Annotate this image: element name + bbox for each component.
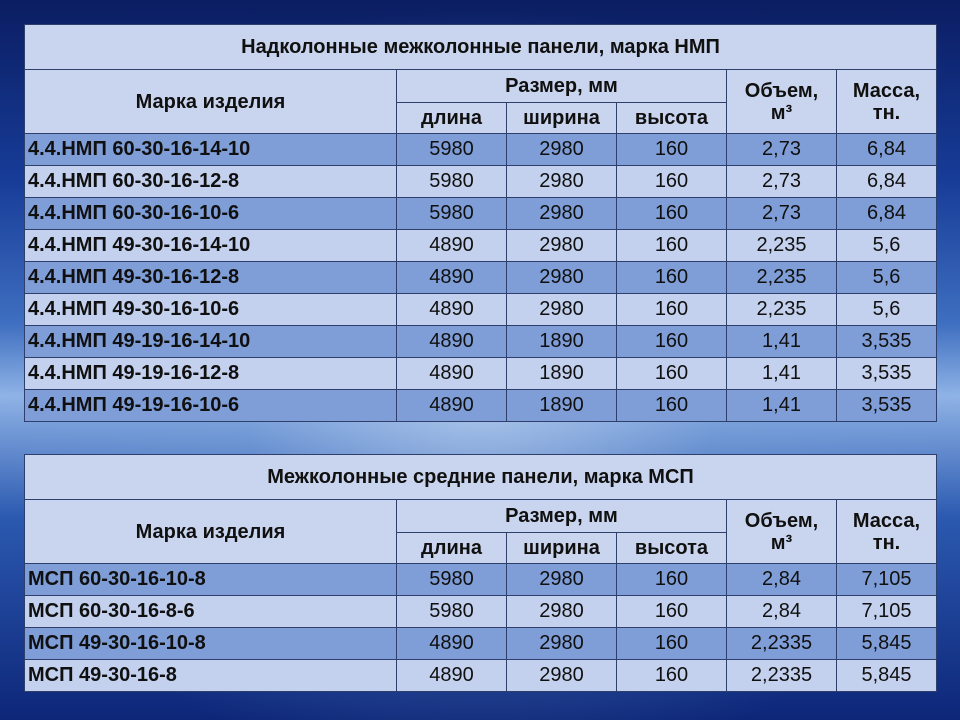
mark-cell: 4.4.НМП 60-30-16-10-6 <box>25 198 397 230</box>
column-header-mark: Марка изделия <box>25 500 397 564</box>
volume-cell: 2,235 <box>727 294 837 326</box>
column-header-height: высота <box>617 103 727 134</box>
length-cell: 4890 <box>397 262 507 294</box>
height-cell: 160 <box>617 230 727 262</box>
column-header-volume: Объем, м³ <box>727 70 837 134</box>
column-header-width: ширина <box>507 103 617 134</box>
table-row <box>25 166 937 198</box>
mark-cell: 4.4.НМП 49-30-16-14-10 <box>25 230 397 262</box>
height-cell: 160 <box>617 262 727 294</box>
table-body <box>25 134 937 422</box>
mass-cell: 5,6 <box>837 294 937 326</box>
volume-cell: 2,235 <box>727 230 837 262</box>
table-row <box>25 660 937 692</box>
mass-cell: 6,84 <box>837 134 937 166</box>
mark-cell: МСП 49-30-16-8 <box>25 660 397 692</box>
table-row <box>25 262 937 294</box>
volume-cell: 2,73 <box>727 198 837 230</box>
volume-cell: 2,235 <box>727 262 837 294</box>
length-cell: 4890 <box>397 628 507 660</box>
mass-cell: 5,6 <box>837 230 937 262</box>
height-cell: 160 <box>617 166 727 198</box>
table-row <box>25 198 937 230</box>
mark-cell: 4.4.НМП 49-19-16-14-10 <box>25 326 397 358</box>
mark-cell: 4.4.НМП 60-30-16-12-8 <box>25 166 397 198</box>
length-cell: 5980 <box>397 198 507 230</box>
width-cell: 1890 <box>507 390 617 422</box>
column-header-mass: Масса, тн. <box>837 70 937 134</box>
height-cell: 160 <box>617 134 727 166</box>
table-row <box>25 390 937 422</box>
column-header-width: ширина <box>507 533 617 564</box>
mass-cell: 7,105 <box>837 596 937 628</box>
length-cell: 5980 <box>397 596 507 628</box>
mass-cell: 3,535 <box>837 390 937 422</box>
width-cell: 2980 <box>507 230 617 262</box>
width-cell: 2980 <box>507 262 617 294</box>
table-row <box>25 134 937 166</box>
height-cell: 160 <box>617 390 727 422</box>
width-cell: 2980 <box>507 198 617 230</box>
volume-cell: 2,2335 <box>727 660 837 692</box>
width-cell: 2980 <box>507 564 617 596</box>
table-row <box>25 326 937 358</box>
table-row <box>25 358 937 390</box>
mark-cell: 4.4.НМП 49-30-16-12-8 <box>25 262 397 294</box>
column-header-size: Размер, мм <box>397 70 727 103</box>
mass-cell: 7,105 <box>837 564 937 596</box>
height-cell: 160 <box>617 198 727 230</box>
volume-cell: 1,41 <box>727 390 837 422</box>
width-cell: 2980 <box>507 134 617 166</box>
height-cell: 160 <box>617 294 727 326</box>
mark-cell: 4.4.НМП 49-19-16-10-6 <box>25 390 397 422</box>
height-cell: 160 <box>617 358 727 390</box>
mass-cell: 5,845 <box>837 660 937 692</box>
msp-table <box>24 454 937 692</box>
table-row <box>25 596 937 628</box>
column-header-mark: Марка изделия <box>25 70 397 134</box>
mark-cell: МСП 49-30-16-10-8 <box>25 628 397 660</box>
length-cell: 5980 <box>397 166 507 198</box>
mass-cell: 5,6 <box>837 262 937 294</box>
mass-cell: 6,84 <box>837 166 937 198</box>
table-row <box>25 628 937 660</box>
column-header-height: высота <box>617 533 727 564</box>
volume-cell: 2,73 <box>727 134 837 166</box>
length-cell: 4890 <box>397 230 507 262</box>
width-cell: 1890 <box>507 358 617 390</box>
column-header-volume: Объем, м³ <box>727 500 837 564</box>
length-cell: 4890 <box>397 358 507 390</box>
column-header-length: длина <box>397 103 507 134</box>
table-row <box>25 564 937 596</box>
length-cell: 4890 <box>397 326 507 358</box>
length-cell: 4890 <box>397 660 507 692</box>
volume-cell: 2,84 <box>727 564 837 596</box>
width-cell: 2980 <box>507 628 617 660</box>
length-cell: 5980 <box>397 134 507 166</box>
volume-cell: 2,73 <box>727 166 837 198</box>
table-title: Надколонные межколонные панели, марка НМП <box>25 25 937 70</box>
nmp-table <box>24 24 937 422</box>
mark-cell: МСП 60-30-16-10-8 <box>25 564 397 596</box>
volume-cell: 2,84 <box>727 596 837 628</box>
height-cell: 160 <box>617 628 727 660</box>
width-cell: 1890 <box>507 326 617 358</box>
volume-cell: 2,2335 <box>727 628 837 660</box>
column-header-size: Размер, мм <box>397 500 727 533</box>
mark-cell: 4.4.НМП 60-30-16-14-10 <box>25 134 397 166</box>
height-cell: 160 <box>617 326 727 358</box>
mass-cell: 3,535 <box>837 358 937 390</box>
width-cell: 2980 <box>507 596 617 628</box>
column-header-length: длина <box>397 533 507 564</box>
length-cell: 4890 <box>397 390 507 422</box>
mass-cell: 5,845 <box>837 628 937 660</box>
table-row <box>25 294 937 326</box>
length-cell: 5980 <box>397 564 507 596</box>
mark-cell: МСП 60-30-16-8-6 <box>25 596 397 628</box>
height-cell: 160 <box>617 564 727 596</box>
width-cell: 2980 <box>507 294 617 326</box>
column-header-mass: Масса, тн. <box>837 500 937 564</box>
table-body <box>25 564 937 692</box>
table-title: Межколонные средние панели, марка МСП <box>25 455 937 500</box>
volume-cell: 1,41 <box>727 358 837 390</box>
length-cell: 4890 <box>397 294 507 326</box>
table-row <box>25 230 937 262</box>
mark-cell: 4.4.НМП 49-30-16-10-6 <box>25 294 397 326</box>
width-cell: 2980 <box>507 166 617 198</box>
mass-cell: 6,84 <box>837 198 937 230</box>
height-cell: 160 <box>617 596 727 628</box>
height-cell: 160 <box>617 660 727 692</box>
volume-cell: 1,41 <box>727 326 837 358</box>
mark-cell: 4.4.НМП 49-19-16-12-8 <box>25 358 397 390</box>
width-cell: 2980 <box>507 660 617 692</box>
mass-cell: 3,535 <box>837 326 937 358</box>
